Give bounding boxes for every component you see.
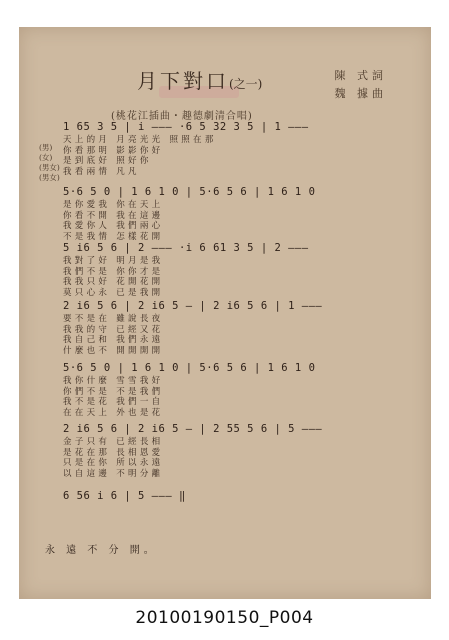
lyric-line: 我們不是 你你才是: [63, 266, 164, 277]
lyric-line: 我不是花 我們一自: [63, 397, 164, 407]
role-label: (男女): [39, 163, 60, 172]
music-system-2: [63, 185, 403, 242]
notation-line: 2 i6 5 6 | 2 i6 5 — | 2 55 5 6 | 5 ———: [63, 423, 323, 435]
lyric-block: [63, 200, 403, 242]
music-system-7: [63, 489, 403, 504]
title-part: (之一): [229, 77, 263, 91]
lyric-line: 我你什麼 雪雪我好: [63, 376, 164, 386]
lyric-line: 不是我情 怎樣花開: [63, 231, 164, 242]
lyric-line: 要不是在 雖說長夜: [63, 314, 164, 324]
notation-line: 5 i6 5 6 | 2 ——— ·i 6 61 3 5 | 2 ———: [63, 242, 309, 254]
lyric-line: 是到底好 照好你: [63, 156, 152, 166]
song-subtitle: (桃花江插曲・趣德劇清合唱): [111, 111, 253, 122]
archive-caption: 20100190150_P004: [135, 608, 314, 628]
music-system-3: [63, 241, 403, 298]
lyric-line: 是你愛我 你在天上: [63, 200, 164, 210]
lyricist-credit: 陳 式詞: [334, 69, 387, 82]
notation-line: 2 i6 5 6 | 2 i6 5 — | 2 i6 5 6 | 1 ———: [63, 300, 323, 312]
music-system-5: [63, 361, 403, 418]
music-system-1: [63, 120, 403, 177]
lyric-block: [63, 437, 403, 479]
lyric-line: 只是在你 所以永遠: [63, 458, 164, 468]
notation-line: 1 65 3 5 | i ——— ·6 5 32 3 5 | 1 ———: [63, 121, 309, 133]
lyric-block: [63, 135, 403, 177]
notation-line: 5·6 5 0 | 1 6 1 0 | 5·6 5 6 | 1 6 1 0: [63, 186, 316, 198]
lyric-line: 天上的月 月亮光光 照照在那: [63, 135, 217, 145]
lyric-line: 我愛你人 我們兩心: [63, 221, 164, 231]
lyric-block: [63, 256, 403, 298]
role-label: (女): [39, 153, 53, 162]
lyric-line: 金子只有 已經長相: [63, 437, 164, 447]
role-label: (男女): [39, 173, 60, 182]
final-lyric: 永 遠 不 分 開。: [45, 545, 158, 556]
lyric-line: 在在天上 外也是花: [63, 407, 164, 418]
notation-line: 6 56 i 6 | 5 ——— ‖: [63, 490, 186, 502]
lyric-line: 我對了好 明月是我: [63, 256, 164, 266]
lyric-line: 你看那明 影影你好: [63, 145, 164, 156]
lyric-line: 是花在那 長相恩愛: [63, 447, 164, 458]
music-system-4: [63, 299, 403, 356]
lyric-block: [63, 314, 403, 356]
lyric-line: 什麼也不 開開開開: [63, 345, 164, 356]
lyric-block: [63, 376, 403, 418]
lyric-line: 你們不是 不是我們: [63, 386, 164, 397]
music-system-6: [63, 422, 403, 479]
lyric-line: 以自這邊 不明分離: [63, 468, 164, 479]
title-text: 月下對口: [137, 69, 229, 93]
lyric-line: 我看兩情 凡凡: [63, 166, 140, 177]
lyric-line: 我我只好 花開花開: [63, 277, 164, 287]
composer-credit: 魏 據曲: [334, 87, 387, 100]
song-title: [137, 65, 262, 94]
role-labels: [39, 143, 60, 183]
role-label: (男): [39, 143, 53, 152]
lyric-line: 你看不開 我在這邊: [63, 210, 164, 221]
lyric-line: 我我的守 已經又花: [63, 324, 164, 335]
lyric-line: 莫只心永 已是我開: [63, 287, 164, 298]
notation-line: 5·6 5 0 | 1 6 1 0 | 5·6 5 6 | 1 6 1 0: [63, 362, 316, 374]
lyric-line: 我自己和 我們永遠: [63, 335, 164, 345]
music-sheet: [19, 27, 431, 599]
